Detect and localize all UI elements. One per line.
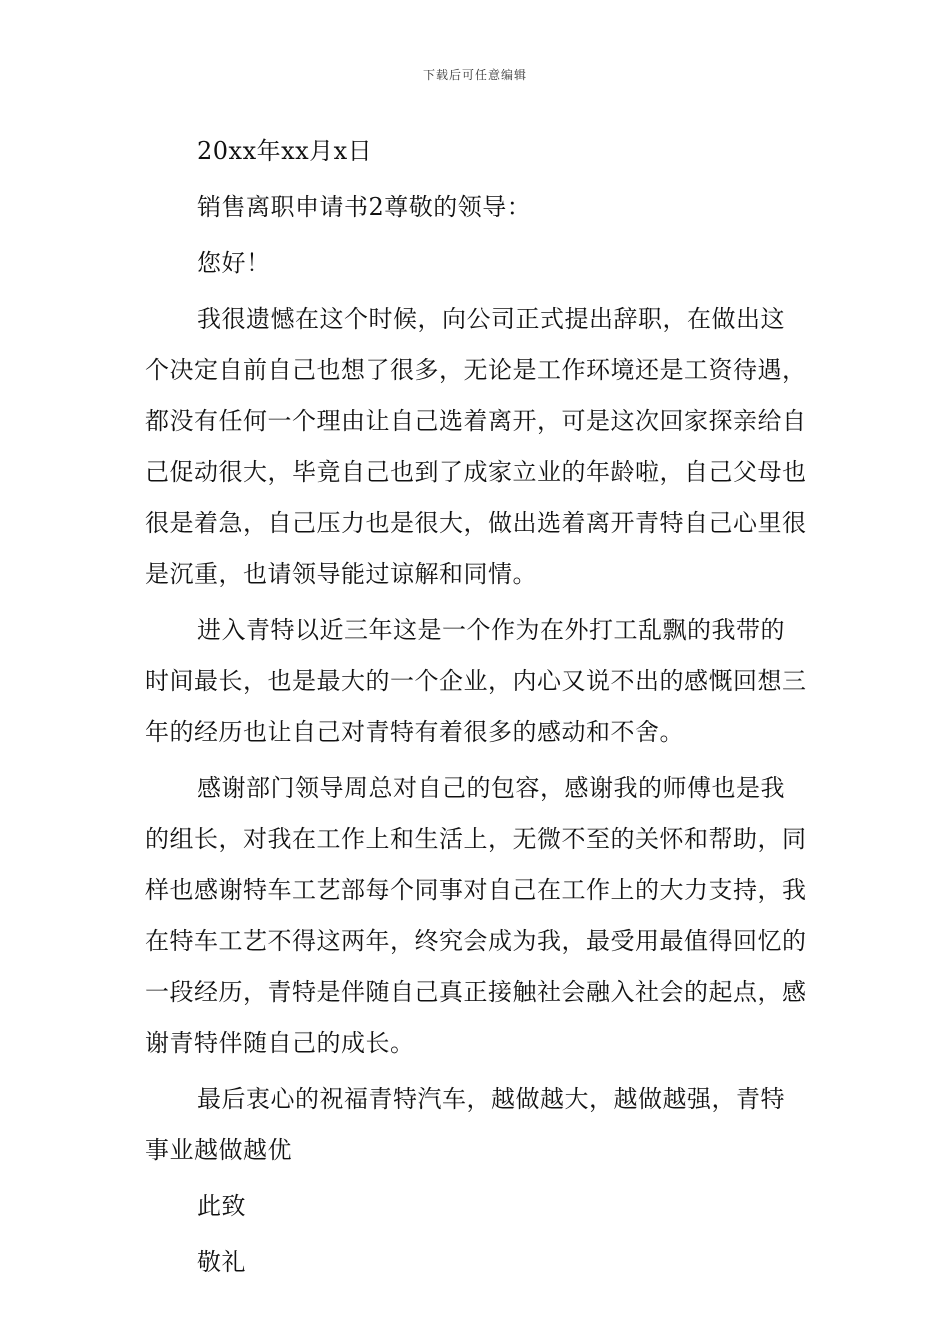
letter-closing-1: 此致 [197, 1192, 246, 1220]
letter-body [145, 126, 807, 1293]
letter-paragraph-2: 进入青特以近三年这是一个作为在外打工乱飘的我带的时间最长，也是最大的一个企业，内心又说不出的感慨回想三年的经历也让自己对青特有着很多的感动和不舍。 [145, 616, 807, 746]
letter-closing-2: 敬礼 [197, 1248, 246, 1276]
letter-date: 20xx年xx月x日 [197, 137, 373, 165]
page-header-note: 下载后可任意编辑 [422, 68, 527, 82]
letter-title-line: 销售离职申请书2尊敬的领导： [197, 193, 532, 221]
letter-paragraph-4: 最后衷心的祝福青特汽车，越做越大，越做越强，青特事业越做越优 [145, 1085, 785, 1164]
letter-greeting: 您好！ [197, 249, 271, 277]
letter-paragraph-1: 我很遗憾在这个时候，向公司正式提出辞职，在做出这个决定自前自己也想了很多，无论是工作环境还是工资待遇，都没有任何一个理由让自己选着离开，可是这次回家探亲给自己促动很大，毕竟自己也到了成家立业的年龄啦，自己父母也很是着急，自己压力也是很大，做出选着离开青特自己心里很是沉重，也请领导能过谅解和同情。 [145, 305, 807, 588]
letter-paragraph-3: 感谢部门领导周总对自己的包容，感谢我的师傅也是我的组长，对我在工作上和生活上，无微不至的关怀和帮助，同样也感谢特车工艺部每个同事对自己在工作上的大力支持，我在特车工艺不得这两年，终究会成为我，最受用最值得回忆的一段经历，青特是伴随自己真正接触社会融入社会的起点，感谢青特伴随自己的成长。 [145, 774, 807, 1057]
